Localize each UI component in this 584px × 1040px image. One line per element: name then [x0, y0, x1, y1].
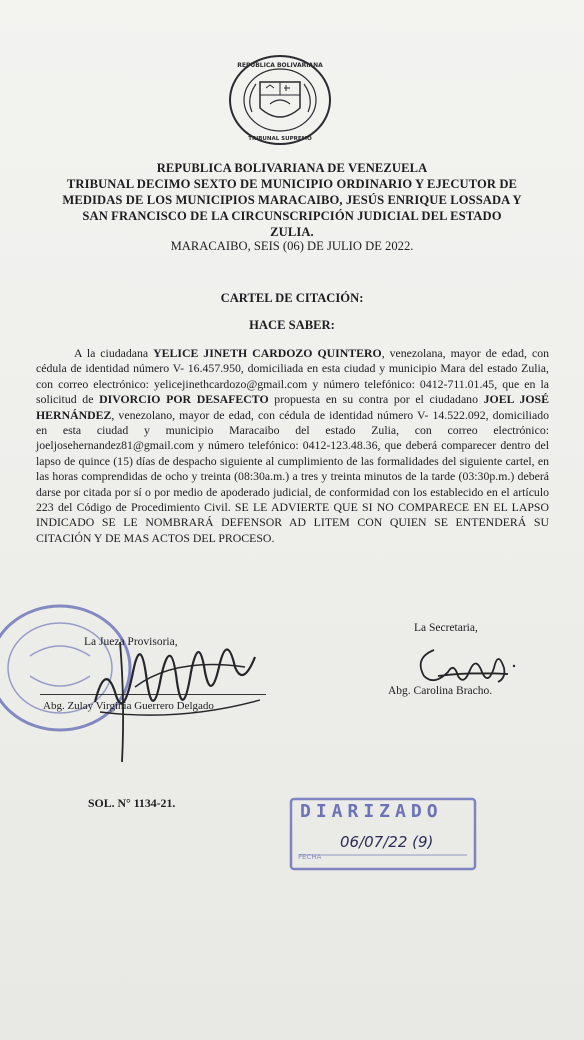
body-text: A la ciudadana — [74, 346, 154, 360]
body-text: propuesta en su contra por el ciudadano — [268, 392, 484, 407]
document-date: MARACAIBO, SEIS (06) DE JULIO DE 2022. — [170, 239, 414, 253]
case-type: DIVORCIO POR DESAFECTO — [99, 392, 269, 407]
body-text: , venezolano, mayor de edad, con cédula de identidad número V- 14.522.092, domiciliado en esta ciudad y municipio Maracaibo del estado Zulia, con correo electrónico: joeljosehernandez81@gmail.com y número telefónico: 0412-123.48.36, que deberá comparecer dentro del lapso de quince (15) días de despacho siguiente al cumplimiento de las formalidades del siguiente cartel, en las horas comprendidas de ocho y treinta (08:30a.m.) a tres y treinta minutos de la tarde (03:30p.m.) deberá darse por citada por sí o por medio de apoderado judicial, de conformidad con los establecido en el artículo 223 del Código de Procedimiento Civil. SE LE ADVIERTE QUE SI NO COMPARECE EN EL LAPSO INDICADO SE LE NOMBRARÁ DEFENSOR AD LITEM CON QUIEN SE ENTENDERÁ SU CITACIÓN Y DE MAS ACTOS DEL PROCESO. — [36, 407, 549, 545]
header-line: TRIBUNAL DECIMO SEXTO DE MUNICIPIO ORDINARIO Y EJECUTOR DE — [66, 177, 518, 191]
svg-text:REPUBLICA BOLIVARIANA: REPUBLICA BOLIVARIANA — [237, 62, 323, 69]
header-line: MEDIDAS DE LOS MUNICIPIOS MARACAIBO, JESÚS ENRIQUE LOSSADA Y — [62, 193, 522, 207]
document-subtitle: HACE SABER: — [249, 318, 335, 332]
header-line: SAN FRANCISCO DE LA CIRCUNSCRIPCIÓN JUDICIAL DEL ESTADO — [82, 209, 502, 223]
secretary-name: Abg. Carolina Bracho. — [388, 685, 493, 697]
stamp-fecha-label: FECHA — [298, 853, 322, 861]
stamp-date: 06/07/22 (9) — [340, 833, 434, 851]
secretary-title: La Secretaria, — [414, 622, 478, 634]
judge-name: Abg. Zulay Virginia Guerrero Delgado — [43, 700, 214, 712]
defendant-name: YELICE JINETH CARDOZO QUINTERO — [153, 346, 382, 360]
plaintiff-name: JOEL JOSÉ HERNÁNDEZ — [36, 392, 549, 422]
citation-body — [36, 346, 549, 546]
document-title: CARTEL DE CITACIÓN: — [220, 291, 364, 305]
svg-text:TRIBUNAL SUPREMO: TRIBUNAL SUPREMO — [248, 136, 312, 142]
secretary-signature-icon — [408, 640, 528, 688]
solicitation-number: SOL. N° 1134-21. — [88, 796, 176, 810]
header-line: ZULIA. — [270, 225, 314, 239]
stamp-label: DIARIZADO — [300, 801, 443, 822]
body-text: , venezolana, mayor de edad, con cédula de identidad número V- 16.457.950, domiciliada en esta ciudad y municipio Mara del estado Zulia, con correo electrónico: yelicejinethcardozo@gmail.com y número telefónico: 0412-711.01.45, que en la solicitud de — [36, 346, 549, 407]
judge-title: La Jueza Provisoria, — [84, 636, 178, 648]
court-seal-icon — [224, 52, 336, 148]
court-header — [28, 160, 556, 240]
header-line: REPUBLICA BOLIVARIANA DE VENEZUELA — [156, 161, 428, 175]
judge-signature-icon — [80, 612, 280, 772]
